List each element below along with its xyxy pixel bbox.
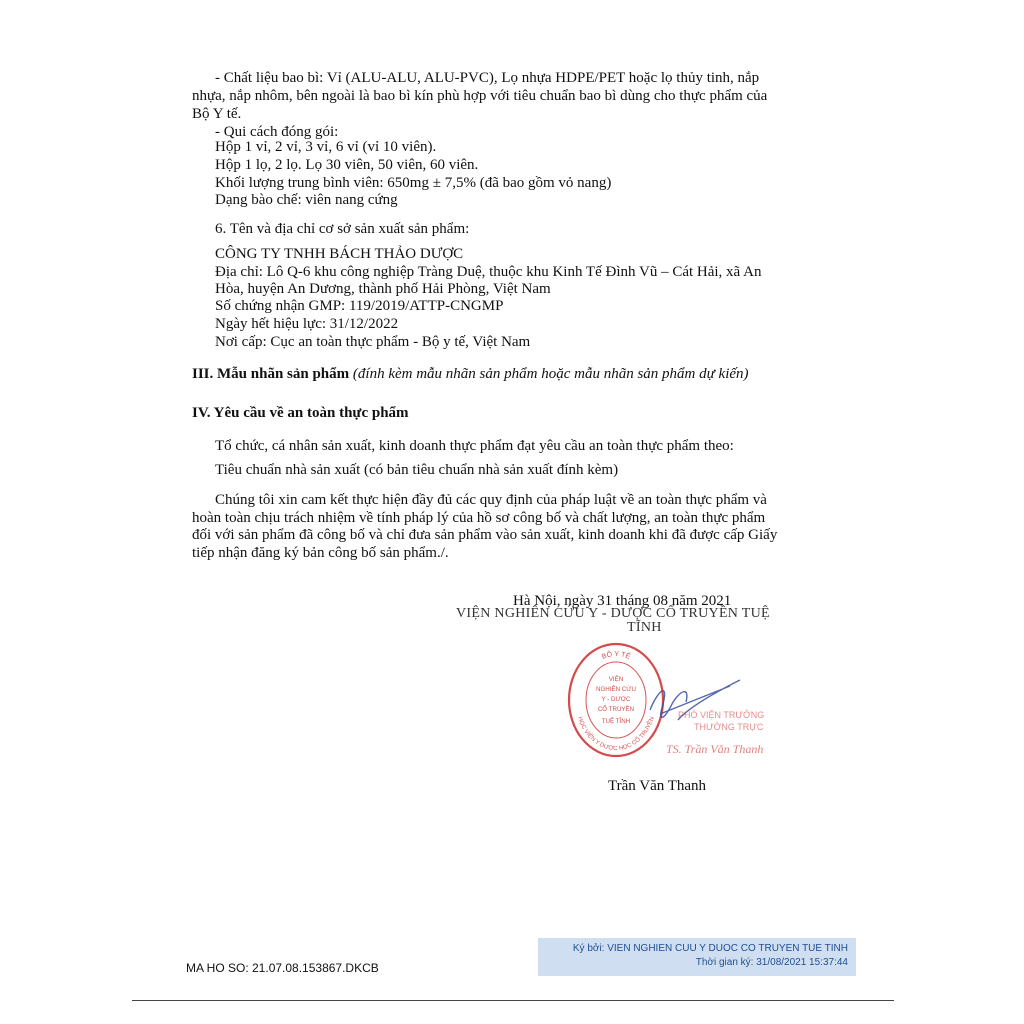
manufacturer-name: CÔNG TY TNHH BÁCH THẢO DƯỢC <box>215 246 464 262</box>
place-date: Hà Nội, ngày 31 tháng 08 năm 2021 <box>513 593 732 609</box>
section4-paragraph1: Tổ chức, cá nhân sản xuất, kinh doanh thực phẩm đạt yêu cầu an toàn thực phẩm theo: <box>215 438 734 454</box>
manufacturer-issued-by: Nơi cấp: Cục an toàn thực phẩm - Bộ y tế, Việt Nam <box>215 334 531 350</box>
section3-title: III. Mẫu nhãn sản phẩm <box>192 366 350 382</box>
packaging-material-line1: - Chất liệu bao bì: Vỉ (ALU-ALU, ALU-PVC), Lọ nhựa HDPE/PET hoặc lọ thủy tinh, nắp <box>215 70 760 86</box>
manufacturer-gmp: Số chứng nhận GMP: 119/2019/ATTP-CNGMP <box>215 298 504 314</box>
signed-name-script: TS. Trần Văn Thanh <box>666 742 764 756</box>
packaging-dosage-form: Dạng bào chế: viên nang cứng <box>215 192 398 208</box>
manufacturer-expiry: Ngày hết hiệu lực: 31/12/2022 <box>215 316 399 332</box>
title-stamp-line1: PHÓ VIỆN TRƯỞNG <box>678 710 765 720</box>
packaging-weight: Khối lượng trung bình viên: 650mg ± 7,5% (đã bao gồm vỏ nang) <box>215 175 612 191</box>
manufacturer-address-line1: Địa chỉ: Lô Q-6 khu công nghiệp Tràng Duệ, thuộc khu Kinh Tế Đình Vũ – Cát Hải, xã An <box>215 264 762 280</box>
manufacturer-heading: 6. Tên và địa chỉ cơ sở sản xuất sản phẩm: <box>215 221 470 237</box>
commitment-line1: Chúng tôi xin cam kết thực hiện đầy đủ các quy định của pháp luật về an toàn thực phẩm và <box>215 492 767 508</box>
stamp-text-4: CỔ TRUYỀN <box>597 706 635 713</box>
packaging-spec-box: Hộp 1 vỉ, 2 vỉ, 3 vỉ, 6 vỉ (vỉ 10 viên). <box>215 139 437 155</box>
packaging-material-line3: Bộ Y tế. <box>192 106 242 122</box>
footer-divider <box>132 1000 894 1001</box>
section4-title: IV. Yêu cầu về an toàn thực phẩm <box>192 405 409 421</box>
stamp-text-3: Y - DƯỢC <box>601 696 631 703</box>
title-stamp-line2: THƯỜNG TRỰC <box>694 722 764 732</box>
dossier-code: MA HO SO: 21.07.08.153867.DKCB <box>186 961 379 975</box>
stamp-text-2: NGHIÊN CỨU <box>595 686 637 693</box>
stamp-text-5: TUỆ TĨNH <box>601 718 631 725</box>
packaging-spec-bottle: Hộp 1 lọ, 2 lọ. Lọ 30 viên, 50 viên, 60 viên. <box>215 157 479 173</box>
signed-by: Ký bởi: VIEN NGHIEN CUU Y DUOC CO TRUYEN TUE TINH <box>572 943 848 954</box>
organization-name-line2: TĨNH <box>627 620 662 635</box>
signed-time: Thời gian ký: 31/08/2021 15:37:44 <box>695 957 848 968</box>
stamp-outer-text: BỘ Y TẾ <box>600 650 632 661</box>
section3-note: (đính kèm mẫu nhãn sản phẩm hoặc mẫu nhãn sản phẩm dự kiến) <box>352 366 749 382</box>
digital-signature-box <box>538 938 856 976</box>
section4-paragraph2: Tiêu chuẩn nhà sản xuất (có bản tiêu chuẩn nhà sản xuất đính kèm) <box>215 462 619 478</box>
manufacturer-address-line2: Hòa, huyện An Dương, thành phố Hải Phòng, Việt Nam <box>215 281 551 297</box>
commitment-line4: tiếp nhận đăng ký bản công bố sản phẩm./. <box>192 545 449 561</box>
stamp-text-1: VIỆN <box>608 676 624 683</box>
signature-area <box>590 650 800 770</box>
packaging-spec-label: - Qui cách đóng gói: <box>215 124 339 140</box>
signer-name: Trần Văn Thanh <box>608 778 707 794</box>
organization-name-line1: VIỆN NGHIÊN CỨU Y - DƯỢC CỔ TRUYỀN TUỆ <box>456 606 770 621</box>
commitment-line2: hoàn toàn chịu trách nhiệm về tính pháp lý của hồ sơ công bố và chất lượng, an toàn thực phẩm <box>192 510 766 526</box>
packaging-material-line2: nhựa, nắp nhôm, bên ngoài là bao bì kín phù hợp với tiêu chuẩn bao bì dùng cho thực phẩm của <box>192 88 768 104</box>
commitment-line3: đối với sản phẩm đã công bố và chỉ đưa sản phẩm vào sản xuất, kinh doanh khi đã được cấp Giấy <box>192 527 778 543</box>
section3-heading <box>192 365 749 383</box>
stamp-ring-text: HỌC VIỆN Y DƯỢC HỌC CỔ TRUYỀN <box>576 716 656 753</box>
